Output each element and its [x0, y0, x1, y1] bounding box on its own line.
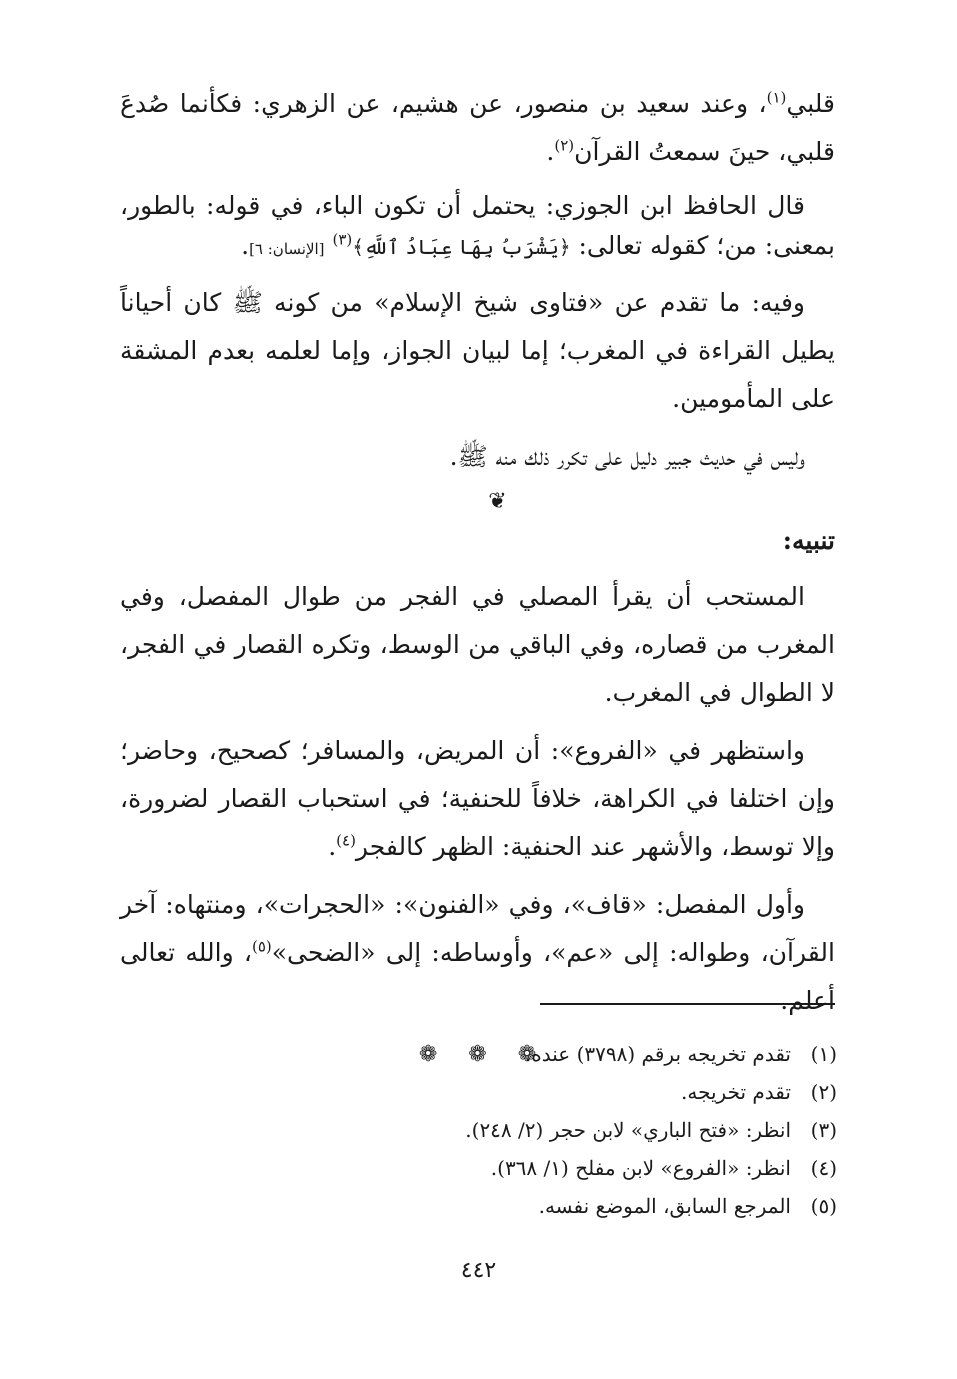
footnote-ref-2[interactable]: (٢) — [554, 136, 575, 155]
paragraph-3-text: وفيه: ما تقدم عن «فتاوى شيخ الإسلام» من كونه ﷺ كان أحياناً يطيل القراءة في المغرب؛ إما لبيان الجواز، وإما لعلمه بعدم المشقة على المأمومين. — [120, 288, 835, 413]
ornament-icon: ❦ — [488, 489, 507, 514]
section-separator: ❁ ❁ ❁ — [418, 1042, 537, 1067]
footnote-4 — [300, 1149, 837, 1187]
footnote-number: (١) — [810, 1042, 837, 1066]
footnote-5 — [300, 1187, 837, 1225]
paragraph-2 — [120, 186, 835, 269]
footnote-1 — [300, 1035, 837, 1073]
paragraph-3 — [120, 279, 835, 423]
paragraph-6 — [120, 727, 835, 871]
verse-citation: [الإنسان: ٦] — [249, 240, 325, 258]
paragraph-1 — [120, 80, 835, 176]
footnotes — [300, 1035, 837, 1225]
paragraph-6-text: واستظهر في «الفروع»: أن المريض، والمسافر؛ كصحيح، وحاضر؛ وإن اختلفا في الكراهة، خلافاً للحنفية؛ في استحباب القصار لضرورة، وإلا توسط، والأشهر عند الحنفية: الظهر كالفجر — [120, 736, 835, 861]
footnote-2 — [300, 1073, 837, 1111]
footnote-ref-3[interactable]: (٣) — [332, 230, 353, 249]
footnote-ref-1[interactable]: (١) — [766, 88, 787, 107]
paragraph-1-text-2: ، وعند سعيد بن منصور، عن هشيم، عن الزهري: فكأنما صُدعَ قلبي، حينَ سمعتُ القرآن — [120, 89, 835, 166]
paragraph-7-text: وأول المفصل: «قاف»، وفي «الفنون»: «الحجرات»، ومنتهاه: آخر القرآن، وطواله: إلى «عم»، وأوساطه: إلى «الضحى» — [120, 890, 835, 967]
page-number: ٤٤٢ — [460, 1258, 497, 1283]
footnote-number: (٤) — [810, 1156, 837, 1180]
footnote-divider — [540, 1003, 835, 1005]
page-body — [120, 80, 835, 1075]
section-heading: تنبيه: — [782, 526, 835, 555]
footnote-text: انظر: «الفروع» لابن مفلح (١/ ٣٦٨). — [490, 1156, 791, 1180]
quran-verse: ﴿يَشْرَبُ بِهَا عِبَادُ ٱللَّهِ﴾ — [352, 235, 571, 259]
footnote-number: (٣) — [810, 1118, 837, 1142]
footnote-number: (٥) — [810, 1194, 837, 1218]
footnote-3 — [300, 1111, 837, 1149]
paragraph-1-end: . — [546, 137, 555, 166]
paragraph-6-end: . — [328, 832, 337, 861]
footnote-text: انظر: «فتح الباري» لابن حجر (٢/ ٢٤٨). — [465, 1118, 791, 1142]
paragraph-4 — [120, 433, 835, 481]
footnote-text: تقدم تخريجه برقم (٣٧٩٨) عنده. — [524, 1042, 791, 1066]
paragraph-5-text: المستحب أن يقرأ المصلي في الفجر من طوال المفصل، وفي المغرب من قصاره، وفي الباقي من الوسط، وتكره القصار في الفجر، لا الطوال في المغرب. — [120, 582, 835, 707]
footnote-text: المرجع السابق، الموضع نفسه. — [538, 1194, 791, 1218]
footnote-number: (٢) — [810, 1080, 837, 1104]
footnote-ref-5[interactable]: (٥) — [251, 937, 272, 956]
paragraph-4-text: وليس في حديث جبير دليل على تكرر ذلك منه ﷺ. — [449, 442, 805, 471]
paragraph-2-text: قال الحافظ ابن الجوزي: يحتمل أن تكون الباء، في قوله: بالطور، بمعنى: من؛ كقوله تعالى: — [120, 191, 835, 260]
paragraph-1-text: قلبي — [786, 89, 835, 118]
paragraph-2-end: . — [241, 231, 250, 260]
footnote-text: تقدم تخريجه. — [681, 1080, 791, 1104]
footnote-ref-4[interactable]: (٤) — [336, 831, 356, 850]
paragraph-7-end: ، والله تعالى أعلم. — [120, 938, 835, 1015]
paragraph-5 — [120, 573, 835, 717]
